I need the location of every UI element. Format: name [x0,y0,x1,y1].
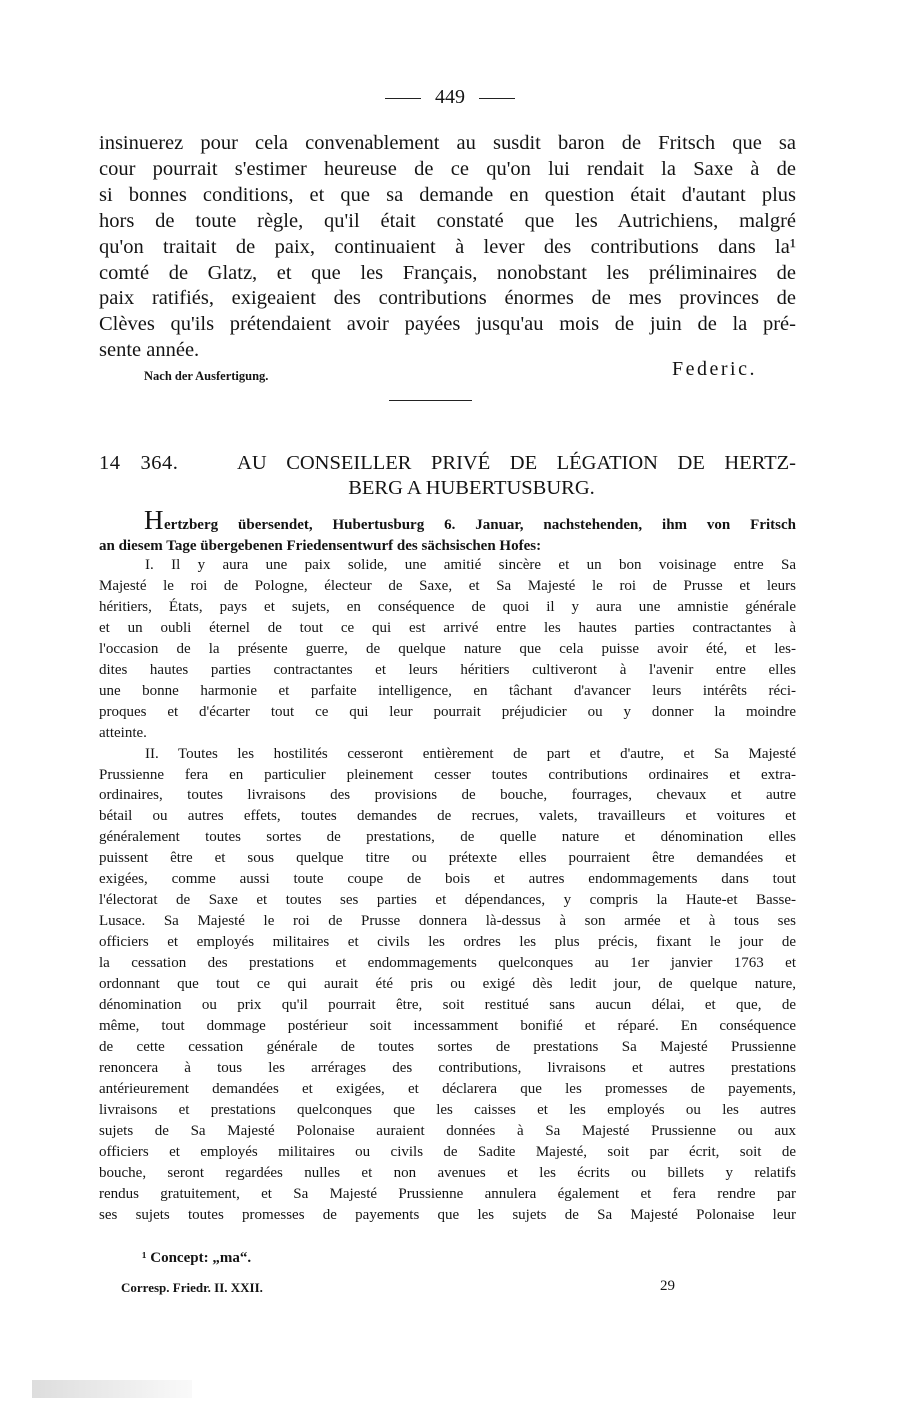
treaty-line: renoncera à tous les arrérages des contributions, livraisons et autres prestations [99,1059,796,1076]
footnote: ¹ Concept: „ma“. [142,1250,252,1266]
header-dash-left [385,98,421,99]
treaty-line: I. Il y aura une paix solide, une amitié sincère et un bon voisinage entre Sa [145,557,796,573]
intro-line-2: an diesem Tage übergebenen Friedensentwurf des sächsischen Hofes: [99,538,542,554]
heading-line-2: BERG A HUBERTUSBURG. [348,477,595,499]
intro-dropcap: H [144,510,164,535]
letter-line: comté de Glatz, et que les Français, nonobstant les préliminaires de [99,261,796,284]
intro-line-1 [99,510,796,536]
header-dash-right [479,98,515,99]
scan-artifact [32,1380,192,1398]
letter-line: sente année. [99,339,200,362]
treaty-line: l'occasion de la présente guerre, de quelque nature que cela puisse avoir été, et les- [99,640,796,657]
treaty-line: l'électorat de Saxe et toutes ses parties et dépendances, y compris la Haute-et Basse- [99,892,796,909]
treaty-body [99,555,796,1226]
letter-line: hors de toute règle, qu'il était constaté que les Autrichiens, malgré [99,209,796,232]
treaty-line: officiers et employés militaires ou civils de Sadite Majesté, soit par écrit, soit de [99,1143,796,1160]
letter-line: Clèves qu'ils prétendaient avoir payées jusqu'au mois de juin de la pré- [99,313,796,336]
treaty-line: officiers et employés militaires et civils les ordres les plus précis, fixant le jour de [99,934,796,951]
treaty-line: exigées, comme aussi toute coupe de bois et autres endommagements dans tout [99,871,796,888]
treaty-line: dites hautes parties contractantes et leurs héritiers cultiveront à l'avenir entre elles [99,661,796,678]
letter-line: cour pourrait s'estimer heureuse de ce qu'on lui rendait la Saxe à de [99,157,796,180]
treaty-line: ses sujets toutes promesses de payements que les sujets de Sa Majesté Polonaise leur [99,1206,796,1223]
treaty-line: bétail ou autres effets, toutes demandes de recrues, valets, travailleurs et voitures et [99,808,796,825]
footer-signature-mark: 29 [660,1278,675,1294]
treaty-line: livraisons et prestations quelconques que les caisses et les employés ou les autres [99,1101,796,1118]
treaty-line: rendus gratuitement, et Sa Majesté Prussienne annulera également et fera rendre par [99,1185,796,1202]
page-number: 449 [435,86,465,108]
letter-line: insinuerez pour cela convenablement au susdit baron de Fritsch que sa [99,132,796,154]
treaty-line: la cessation des prestations et endommagements quelconques au 1er janvier 1763 et [99,955,796,972]
treaty-line: proques et d'écarter tout ce qui leur pourrait préjudicier ou y donner la moindre [99,703,796,720]
heading-line-1 [99,451,796,476]
page-header [0,86,900,109]
treaty-line: même, tout dommage postérieur soit incessamment bonifié et réparé. En conséquence [99,1017,796,1034]
footer-source: Corresp. Friedr. II. XXII. [121,1280,263,1295]
treaty-line: Majesté le roi de Pologne, électeur de Saxe, et Sa Majesté le roi de Prusse et leurs [99,577,796,594]
treaty-line: puissent être et sous quelque titre ou prétexte elles pourraient être demandées et [99,850,796,867]
treaty-line: héritiers, États, pays et sujets, en conséquence de quoi il y aura une amnistie générale [99,598,796,615]
letter-line: si bonnes conditions, et que sa demande en question était d'autant plus [99,183,796,206]
treaty-line: sujets de Sa Majesté Polonaise auraient données à Sa Majesté Prussienne ou aux [99,1122,796,1139]
letter-line: paix ratifiés, exigeaient des contributions énormes de mes provinces de [99,287,796,310]
treaty-line: ordonnant que tout ce qui aurait été pris ou exigé dès ledit jour, de quelque nature, [99,976,796,993]
treaty-line: atteinte. [99,724,147,741]
treaty-line: généralement toutes sortes de prestations, de quelle nature et dénomination elles [99,829,796,846]
letter-line: qu'on traitait de paix, continuaient à lever des contributions dans la¹ [99,235,796,258]
document-heading [99,451,796,501]
intro-paragraph [99,510,796,557]
signature: Federic. [672,358,757,380]
treaty-line: une bonne harmonie et parfaite intelligence, en tâchant d'avancer leurs intérêts réci- [99,682,796,699]
treaty-line: II. Toutes les hostilités cesseront entièrement de part et d'autre, et Sa Majesté [145,745,796,762]
treaty-line: Lusace. Sa Majesté le roi de Prusse donnera là-dessus à son armée et à tous ses [99,913,796,930]
letter-body [99,131,796,364]
treaty-line: antérieurement demandées et exigées, et déclarera que les promesses de payements, [99,1080,796,1097]
intro-line-1-text: ertzberg übersendet, Hubertusburg 6. Januar, nachstehenden, ihm von Fritsch [164,517,796,533]
treaty-line: bouche, seront regardées nulles et non avenues et les écrits ou billets y relatifs [99,1164,796,1181]
treaty-line: Prussienne fera en particulier pleinement cesser toutes contributions ordinaires et extra- [99,766,796,783]
treaty-line: et un oubli éternel de tout ce qui est arrivé entre les hautes parties contractantes à [99,619,796,636]
treaty-line: dénomination ou prix qu'il pourrait être, soit restitué sans aucun délai, et que, de [99,997,796,1014]
section-separator [389,400,472,401]
source-note: Nach der Ausfertigung. [144,369,269,383]
treaty-line: ordinaires, toutes livraisons des provisions de bouche, fourrages, chevaux et autre [99,787,796,804]
treaty-line: de cette cessation générale de toutes sortes de prestations Sa Majesté Prussienne [99,1038,796,1055]
heading-title-1: AU CONSEILLER PRIVÉ DE LÉGATION DE HERTZ- [237,452,796,474]
document-number: 14 364. [99,452,179,474]
